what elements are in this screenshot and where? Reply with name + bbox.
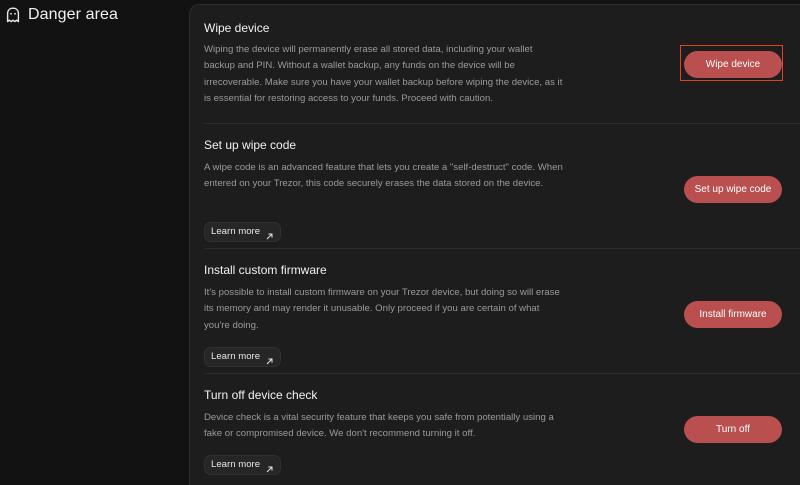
- external-arrow-icon: [266, 462, 273, 469]
- row-description: Wiping the device will permanently erase all stored data, including your wallet backup and PIN. Without a wallet backup, any funds on the device will be irrecoverable. Make sure you have your wallet backup before wiping the device, as it is essential for restoring access to your funds. Proceed with caution.: [204, 44, 563, 105]
- row-description: Device check is a vital security feature that keeps you safe from potentially using a fake or compromised device. We don't recommend turning it off.: [204, 412, 554, 440]
- row-title: Wipe device: [204, 21, 270, 35]
- external-arrow-icon: [266, 354, 273, 361]
- row-title: Turn off device check: [204, 388, 318, 402]
- learn-more-label: Learn more: [211, 226, 261, 237]
- install-firmware-button[interactable]: Install firmware: [684, 301, 782, 328]
- row-description: It's possible to install custom firmware on your Trezor device, but doing so will erase its memory and may render it unusable. Only proceed if you are certain of what you're doing.: [204, 287, 560, 331]
- row-title: Set up wipe code: [204, 138, 297, 152]
- custom-firmware-row: [190, 249, 800, 373]
- set-up-wipe-code-button[interactable]: Set up wipe code: [684, 176, 782, 203]
- wipe-device-button[interactable]: Wipe device: [684, 51, 782, 78]
- turn-off-button[interactable]: Turn off: [684, 416, 782, 443]
- row-title: Install custom firmware: [204, 263, 327, 277]
- external-arrow-icon: [266, 229, 273, 236]
- learn-more-link[interactable]: [204, 222, 281, 242]
- section-header: [6, 6, 118, 24]
- learn-more-label: Learn more: [211, 351, 261, 362]
- row-description: A wipe code is an advanced feature that lets you create a "self-destruct" code. When entered on your Trezor, this code securely erases the data stored on the device.: [204, 162, 563, 190]
- wipe-code-row: [190, 124, 800, 248]
- danger-area-card: [189, 4, 800, 485]
- section-title: Danger area: [28, 6, 119, 23]
- wipe-device-row: [190, 5, 800, 123]
- learn-more-link[interactable]: [204, 455, 281, 475]
- device-check-row: [190, 374, 800, 485]
- learn-more-link[interactable]: [204, 347, 281, 367]
- learn-more-label: Learn more: [211, 459, 261, 470]
- ghost-icon: [6, 7, 20, 23]
